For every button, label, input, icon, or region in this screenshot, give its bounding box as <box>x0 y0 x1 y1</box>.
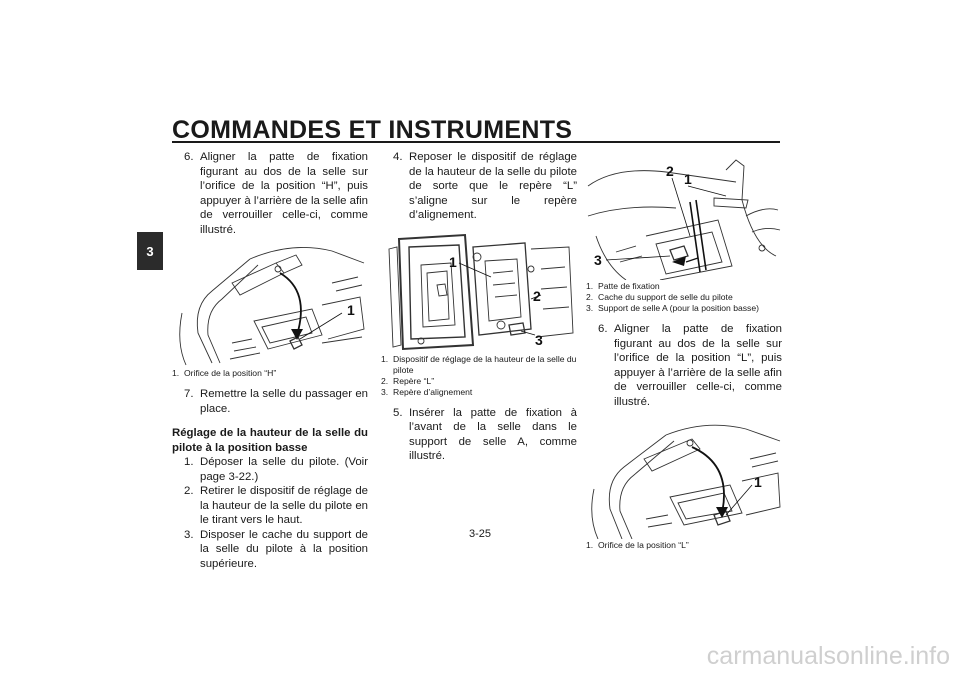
chapter-tab: 3 <box>137 232 163 270</box>
callout-2: 2 <box>533 287 541 304</box>
callout-2: 2 <box>666 163 674 179</box>
figure-2-caption: 1. Dispositif de réglage de la hauteur de la selle du pilote 2. Repère “L” 3. Repère d’alignement <box>381 353 577 397</box>
step-5: 5. Insérer la patte de fixation à l’avant de la selle dans le support de selle A, comme illustré. <box>393 406 577 462</box>
page-title: COMMANDES ET INSTRUMENTS <box>172 116 573 144</box>
callout-1: 1 <box>684 171 692 187</box>
step-6-h <box>172 150 368 237</box>
step-2: 2. Retirer le dispositif de réglage de la hauteur de la selle du pilote en le tirant vers le haut. <box>184 485 368 526</box>
page-number: 3-25 <box>468 528 492 540</box>
section-heading: Réglage de la hauteur de la selle du pilote à la position basse <box>172 427 368 454</box>
figure-seat-h-position <box>172 243 368 367</box>
step-3: 3. Disposer le cache du support de la selle du pilote à la position supérieure. <box>184 528 368 570</box>
figure-seat-bracket <box>586 156 782 280</box>
seat-bracket-illustration <box>586 156 782 280</box>
callout-3: 3 <box>594 252 602 268</box>
column-2 <box>381 150 577 464</box>
column-3 <box>586 150 782 551</box>
step-4: 4. Reposer le dispositif de réglage de la hauteur de la selle du pilote de sorte que le repère “L” s’aligne sur le repère d’alignement. <box>393 151 577 221</box>
figure-4-caption: 1. Orifice de la position “L” <box>586 540 689 550</box>
watermark: carmanualsonline.info <box>706 642 950 670</box>
seat-l-illustration <box>586 415 782 539</box>
figure-1-caption: 1. Orifice de la position “H” <box>172 368 277 378</box>
callout-1: 1 <box>449 253 457 270</box>
figure-seat-l-position <box>586 415 782 539</box>
step-7 <box>172 387 368 416</box>
figure-height-adjuster <box>381 229 577 353</box>
seat-h-illustration <box>172 243 368 367</box>
step-1: 1. Déposer la selle du pilote. (Voir page 3-22.) <box>184 456 368 483</box>
callout-1: 1 <box>754 474 762 490</box>
height-adjuster-illustration <box>381 229 577 353</box>
step-number: 6. <box>184 151 194 163</box>
callout-3: 3 <box>535 331 543 348</box>
step-text: Remettre la selle du passager en place. <box>200 388 368 415</box>
column-1 <box>172 150 368 571</box>
step-number: 7. <box>184 388 194 400</box>
callout-1: 1 <box>347 302 355 318</box>
step-text: Aligner la patte de fixation figurant au dos de la selle sur l’orifice de la position “H”, puis appuyer à l’arrière de la selle afin de verrouiller celle-ci, comme illustré. <box>200 151 368 236</box>
title-rule <box>172 141 780 143</box>
step-6-l: 6. Aligner la patte de fixation figurant au dos de la selle sur l’orifice de la position “L”, puis appuyer à l’arrière de la selle afin de verrouiller celle-ci, comme illustré. <box>598 323 782 408</box>
figure-3-caption: 1. Patte de fixation 2. Cache du support de selle du pilote 3. Support de selle A (pour la position basse) <box>586 281 759 313</box>
